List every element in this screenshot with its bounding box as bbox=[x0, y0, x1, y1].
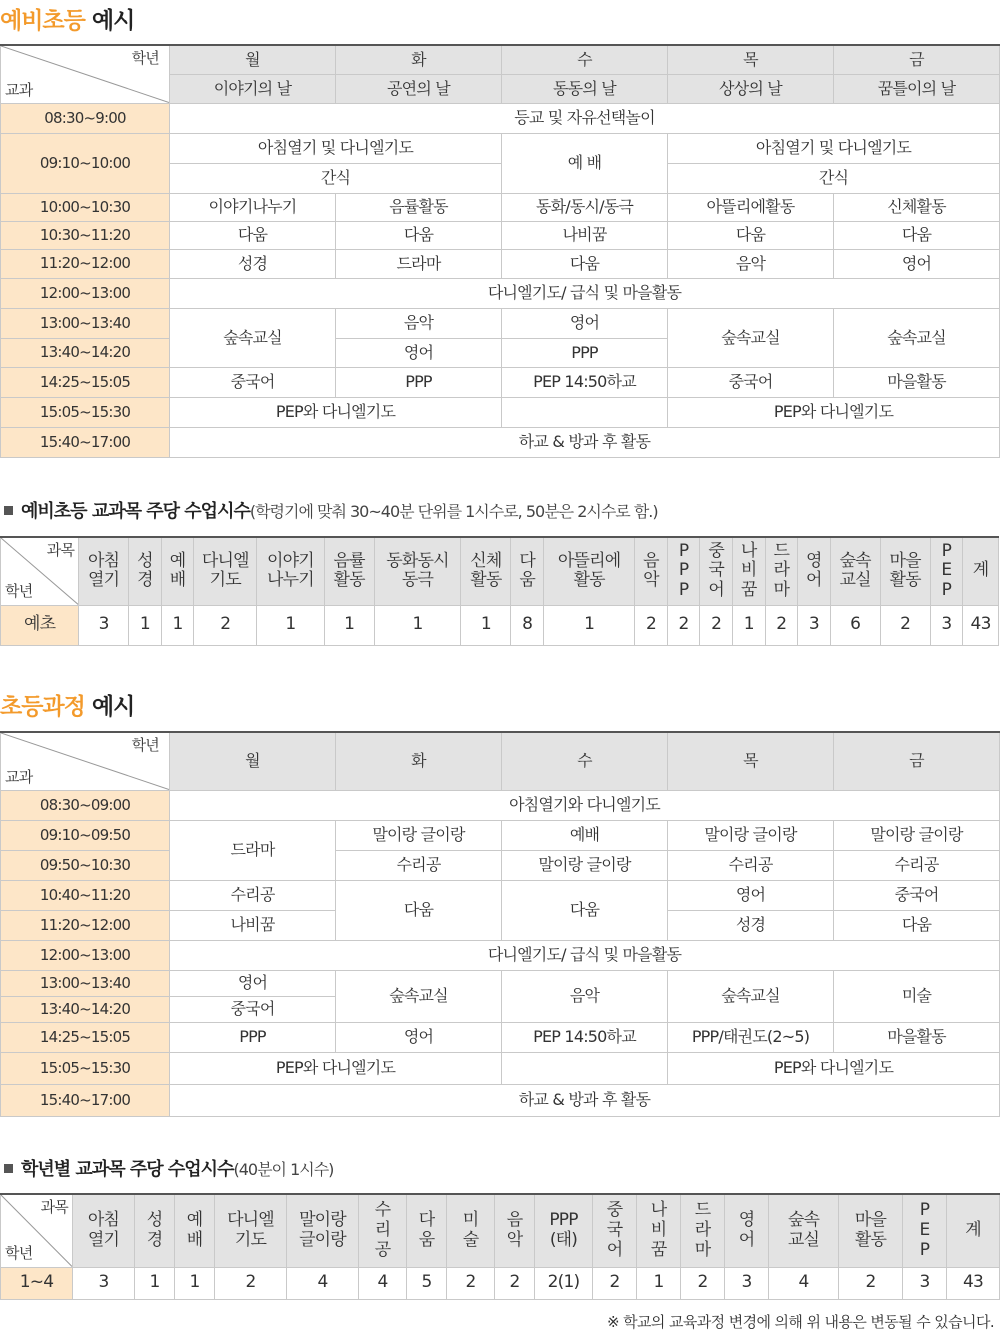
schedule-cell: 수리공 bbox=[336, 850, 502, 880]
theme-header: 공연의 날 bbox=[336, 74, 502, 103]
preschool-timetable bbox=[0, 44, 1000, 458]
subject-header: 계 bbox=[947, 1194, 1000, 1267]
hours-value: 5 bbox=[407, 1267, 447, 1299]
time-slot: 15:40~17:00 bbox=[1, 1084, 170, 1116]
table-corner bbox=[1, 732, 170, 790]
hours-value: 2 bbox=[765, 605, 798, 645]
hours-value: 4 bbox=[287, 1267, 359, 1299]
schedule-cell: 영어 bbox=[668, 880, 834, 910]
schedule-cell: PEP 14:50하교 bbox=[502, 367, 668, 397]
day-header: 수 bbox=[502, 45, 668, 74]
schedule-cell: 다움 bbox=[834, 910, 1000, 940]
subject-header: 숲속 교실 bbox=[830, 537, 880, 605]
hours-value: 2(1) bbox=[535, 1267, 593, 1299]
subject-header: 영 어 bbox=[798, 537, 831, 605]
subject-header: 신체 활동 bbox=[461, 537, 511, 605]
schedule-cell: 다움 bbox=[336, 221, 502, 249]
subject-header: 성 경 bbox=[129, 537, 162, 605]
section3-title bbox=[0, 688, 134, 721]
subject-header: 성 경 bbox=[135, 1194, 175, 1267]
schedule-cell: 간식 bbox=[668, 163, 1000, 193]
subject-header: 수 리 공 bbox=[359, 1194, 407, 1267]
hours-value: 3 bbox=[930, 605, 963, 645]
section4-title: 학년별 교과목 주당 수업시수 bbox=[21, 1159, 234, 1180]
subject-header: 드 라 마 bbox=[765, 537, 798, 605]
section3-title-rest: 예시 bbox=[91, 694, 135, 720]
schedule-cell: PPP bbox=[170, 1022, 336, 1052]
schedule-cell: 다움 bbox=[336, 880, 502, 940]
section1-title-rest: 예시 bbox=[91, 8, 135, 34]
theme-header: 꿈틀이의 날 bbox=[834, 74, 1000, 103]
section2-title: 예비초등 교과목 주당 수업시수 bbox=[21, 501, 250, 522]
schedule-cell: 성경 bbox=[170, 249, 336, 278]
schedule-cell: 간식 bbox=[170, 163, 502, 193]
subject-header: 다니엘 기도 bbox=[215, 1194, 287, 1267]
preschool-hours-table bbox=[0, 536, 999, 646]
day-header: 목 bbox=[668, 45, 834, 74]
schedule-cell: PEP와 다니엘기도 bbox=[170, 397, 502, 427]
time-slot: 12:00~13:00 bbox=[1, 940, 170, 970]
schedule-cell: 신체활동 bbox=[834, 193, 1000, 221]
time-slot: 13:40~14:20 bbox=[1, 338, 170, 367]
subject-header: 예 배 bbox=[161, 537, 194, 605]
corner-grade-label: 학년 bbox=[5, 1244, 33, 1263]
hours-value: 2 bbox=[495, 1267, 535, 1299]
subject-header: PPP (태) bbox=[535, 1194, 593, 1267]
time-slot: 09:50~10:30 bbox=[1, 850, 170, 880]
subject-header: P P P bbox=[667, 537, 700, 605]
time-slot: 10:40~11:20 bbox=[1, 880, 170, 910]
day-header: 월 bbox=[170, 45, 336, 74]
schedule-cell: 음률활동 bbox=[336, 193, 502, 221]
subject-header: 중 국 어 bbox=[593, 1194, 637, 1267]
grade-label: 1~4 bbox=[1, 1267, 73, 1299]
schedule-cell: 숲속교실 bbox=[336, 970, 502, 1022]
schedule-cell: 중국어 bbox=[834, 880, 1000, 910]
time-slot: 09:10~10:00 bbox=[1, 133, 170, 193]
schedule-cell: 수리공 bbox=[668, 850, 834, 880]
corner-grade-label: 학년 bbox=[131, 736, 159, 754]
schedule-cell: 숲속교실 bbox=[170, 308, 336, 367]
schedule-cell: 예배 bbox=[502, 820, 668, 850]
section1-title-accent: 예비초등 bbox=[0, 8, 85, 34]
time-slot: 13:00~13:40 bbox=[1, 308, 170, 338]
schedule-cell: 영어 bbox=[336, 1022, 502, 1052]
schedule-cell: 중국어 bbox=[668, 367, 834, 397]
schedule-cell: 다움 bbox=[502, 249, 668, 278]
hours-value: 2 bbox=[700, 605, 733, 645]
table-corner bbox=[1, 537, 79, 605]
hours-value: 1 bbox=[257, 605, 324, 645]
hours-value: 8 bbox=[511, 605, 544, 645]
time-slot: 08:30~09:00 bbox=[1, 790, 170, 820]
hours-value: 3 bbox=[79, 605, 129, 645]
schedule-cell: 나비꿈 bbox=[170, 910, 336, 940]
schedule-cell: 말이랑 글이랑 bbox=[834, 820, 1000, 850]
time-slot: 15:05~15:30 bbox=[1, 1052, 170, 1084]
time-slot: 11:20~12:00 bbox=[1, 249, 170, 278]
subject-header: 음 악 bbox=[495, 1194, 535, 1267]
hours-value: 2 bbox=[839, 1267, 903, 1299]
hours-value: 2 bbox=[635, 605, 668, 645]
schedule-cell: 이야기나누기 bbox=[170, 193, 336, 221]
schedule-cell: 영어 bbox=[834, 249, 1000, 278]
schedule-cell: 하교 & 방과 후 활동 bbox=[170, 1084, 1000, 1116]
schedule-cell: 숲속교실 bbox=[834, 308, 1000, 367]
table-corner bbox=[1, 1194, 73, 1267]
subject-header: 이야기 나누기 bbox=[257, 537, 324, 605]
hours-value: 43 bbox=[963, 605, 999, 645]
hours-value: 2 bbox=[880, 605, 930, 645]
schedule-cell: 마을활동 bbox=[834, 367, 1000, 397]
subject-header: 다니엘 기도 bbox=[194, 537, 257, 605]
corner-subject-label: 과목 bbox=[40, 1198, 68, 1216]
schedule-cell: 수리공 bbox=[834, 850, 1000, 880]
day-header: 화 bbox=[336, 45, 502, 74]
subject-header: 마을 활동 bbox=[839, 1194, 903, 1267]
corner-subject-label: 교과 bbox=[5, 768, 33, 786]
hours-value: 1 bbox=[374, 605, 461, 645]
schedule-cell: 말이랑 글이랑 bbox=[668, 820, 834, 850]
subject-header: 숲속 교실 bbox=[769, 1194, 839, 1267]
subject-header: 아뜰리에 활동 bbox=[543, 537, 634, 605]
hours-value: 1 bbox=[135, 1267, 175, 1299]
subject-header: P E P bbox=[930, 537, 963, 605]
subject-header: 나 비 꿈 bbox=[637, 1194, 681, 1267]
subject-header: P E P bbox=[903, 1194, 947, 1267]
day-header: 금 bbox=[834, 45, 1000, 74]
day-header: 목 bbox=[668, 732, 834, 790]
theme-header: 이야기의 날 bbox=[170, 74, 336, 103]
schedule-cell: 아침열기와 다니엘기도 bbox=[170, 790, 1000, 820]
time-slot: 13:00~13:40 bbox=[1, 970, 170, 996]
schedule-cell-empty bbox=[502, 1052, 668, 1084]
schedule-cell: 숲속교실 bbox=[668, 970, 834, 1022]
subject-header: 미 술 bbox=[447, 1194, 495, 1267]
schedule-cell: 다니엘기도/ 급식 및 마을활동 bbox=[170, 278, 1000, 308]
schedule-cell: 수리공 bbox=[170, 880, 336, 910]
table-corner bbox=[1, 45, 170, 103]
time-slot: 15:05~15:30 bbox=[1, 397, 170, 427]
hours-value: 1 bbox=[129, 605, 162, 645]
hours-value: 3 bbox=[725, 1267, 769, 1299]
subject-header: 중 국 어 bbox=[700, 537, 733, 605]
schedule-cell: 등교 및 자유선택놀이 bbox=[170, 103, 1000, 133]
schedule-cell: 음악 bbox=[502, 970, 668, 1022]
subject-header: 드 라 마 bbox=[681, 1194, 725, 1267]
time-slot: 11:20~12:00 bbox=[1, 910, 170, 940]
time-slot: 15:40~17:00 bbox=[1, 427, 170, 457]
subject-header: 동화동시 동극 bbox=[374, 537, 461, 605]
schedule-cell: 음악 bbox=[336, 308, 502, 338]
schedule-cell: PEP와 다니엘기도 bbox=[668, 397, 1000, 427]
schedule-cell: 드라마 bbox=[170, 820, 336, 880]
section2-subtitle: (학령기에 맞춰 30~40분 단위를 1시수로, 50분은 2시수로 함.) bbox=[249, 502, 658, 521]
elementary-hours-table bbox=[0, 1193, 1000, 1300]
schedule-cell: 나비꿈 bbox=[502, 221, 668, 249]
hours-value: 1 bbox=[637, 1267, 681, 1299]
schedule-cell: 드라마 bbox=[336, 249, 502, 278]
theme-header: 동동의 날 bbox=[502, 74, 668, 103]
hours-value: 6 bbox=[830, 605, 880, 645]
day-header: 수 bbox=[502, 732, 668, 790]
schedule-cell: 마을활동 bbox=[834, 1022, 1000, 1052]
time-slot: 13:40~14:20 bbox=[1, 996, 170, 1022]
schedule-cell: 예 배 bbox=[502, 133, 668, 193]
schedule-cell: 다움 bbox=[834, 221, 1000, 249]
schedule-cell: PEP와 다니엘기도 bbox=[668, 1052, 1000, 1084]
corner-subject-label: 과목 bbox=[46, 541, 75, 559]
subject-header: 아침 열기 bbox=[73, 1194, 135, 1267]
hours-value: 43 bbox=[947, 1267, 1000, 1299]
footnote: ※ 학교의 교육과정 변경에 의해 위 내용은 변동될 수 있습니다. bbox=[606, 1313, 994, 1331]
schedule-cell: PPP/태권도(2~5) bbox=[668, 1022, 834, 1052]
hours-value: 1 bbox=[324, 605, 374, 645]
schedule-cell: 성경 bbox=[668, 910, 834, 940]
schedule-cell: 중국어 bbox=[170, 367, 336, 397]
schedule-cell: PPP bbox=[336, 367, 502, 397]
hours-value: 1 bbox=[732, 605, 765, 645]
hours-value: 3 bbox=[798, 605, 831, 645]
subject-header: 계 bbox=[963, 537, 999, 605]
section4-heading bbox=[4, 1155, 333, 1181]
schedule-cell: 아뜰리에활동 bbox=[668, 193, 834, 221]
schedule-cell: 영어 bbox=[170, 970, 336, 996]
schedule-cell: 다움 bbox=[502, 880, 668, 940]
section3-title-accent: 초등과정 bbox=[0, 694, 85, 720]
subject-header: 예 배 bbox=[175, 1194, 215, 1267]
hours-value: 2 bbox=[667, 605, 700, 645]
schedule-cell: 아침열기 및 다니엘기도 bbox=[170, 133, 502, 163]
schedule-cell: 하교 & 방과 후 활동 bbox=[170, 427, 1000, 457]
day-header: 금 bbox=[834, 732, 1000, 790]
schedule-cell: 다움 bbox=[668, 221, 834, 249]
day-header: 월 bbox=[170, 732, 336, 790]
hours-value: 2 bbox=[593, 1267, 637, 1299]
corner-grade-label: 학년 bbox=[5, 582, 33, 601]
schedule-cell: 영어 bbox=[502, 308, 668, 338]
schedule-cell: 중국어 bbox=[170, 996, 336, 1022]
schedule-cell: 다니엘기도/ 급식 및 마을활동 bbox=[170, 940, 1000, 970]
schedule-cell: 아침열기 및 다니엘기도 bbox=[668, 133, 1000, 163]
schedule-cell: 미술 bbox=[834, 970, 1000, 1022]
schedule-cell-empty bbox=[502, 397, 668, 427]
grade-label: 예초 bbox=[1, 605, 79, 645]
subject-header: 음률 활동 bbox=[324, 537, 374, 605]
time-slot: 12:00~13:00 bbox=[1, 278, 170, 308]
hours-value: 2 bbox=[681, 1267, 725, 1299]
time-slot: 14:25~15:05 bbox=[1, 1022, 170, 1052]
corner-grade-label: 학년 bbox=[131, 49, 159, 67]
schedule-cell: 영어 bbox=[336, 338, 502, 367]
day-header: 화 bbox=[336, 732, 502, 790]
theme-header: 상상의 날 bbox=[668, 74, 834, 103]
schedule-cell: PPP bbox=[502, 338, 668, 367]
schedule-cell: 음악 bbox=[668, 249, 834, 278]
schedule-cell: PEP와 다니엘기도 bbox=[170, 1052, 502, 1084]
hours-value: 1 bbox=[175, 1267, 215, 1299]
time-slot: 09:10~09:50 bbox=[1, 820, 170, 850]
subject-header: 나 비 꿈 bbox=[732, 537, 765, 605]
schedule-cell: PEP 14:50하교 bbox=[502, 1022, 668, 1052]
square-bullet-icon bbox=[4, 1164, 13, 1173]
schedule-cell: 다움 bbox=[170, 221, 336, 249]
subject-header: 다 움 bbox=[407, 1194, 447, 1267]
square-bullet-icon bbox=[4, 506, 13, 515]
subject-header: 마을 활동 bbox=[880, 537, 930, 605]
hours-value: 1 bbox=[543, 605, 634, 645]
subject-header: 영 어 bbox=[725, 1194, 769, 1267]
schedule-cell: 숲속교실 bbox=[668, 308, 834, 367]
hours-value: 4 bbox=[769, 1267, 839, 1299]
elementary-timetable bbox=[0, 731, 1000, 1117]
subject-header: 아침 열기 bbox=[79, 537, 129, 605]
hours-value: 3 bbox=[73, 1267, 135, 1299]
subject-header: 다 움 bbox=[511, 537, 544, 605]
section1-title bbox=[0, 2, 134, 35]
hours-value: 2 bbox=[215, 1267, 287, 1299]
hours-value: 1 bbox=[161, 605, 194, 645]
hours-value: 3 bbox=[903, 1267, 947, 1299]
time-slot: 08:30~9:00 bbox=[1, 103, 170, 133]
time-slot: 14:25~15:05 bbox=[1, 367, 170, 397]
section4-subtitle: (40분이 1시수) bbox=[233, 1160, 334, 1179]
schedule-cell: 말이랑 글이랑 bbox=[502, 850, 668, 880]
subject-header: 음 악 bbox=[635, 537, 668, 605]
corner-subject-label: 교과 bbox=[5, 81, 33, 99]
hours-value: 2 bbox=[447, 1267, 495, 1299]
hours-value: 1 bbox=[461, 605, 511, 645]
hours-value: 2 bbox=[194, 605, 257, 645]
schedule-cell: 말이랑 글이랑 bbox=[336, 820, 502, 850]
subject-header: 말이랑 글이랑 bbox=[287, 1194, 359, 1267]
hours-value: 4 bbox=[359, 1267, 407, 1299]
time-slot: 10:30~11:20 bbox=[1, 221, 170, 249]
time-slot: 10:00~10:30 bbox=[1, 193, 170, 221]
section2-heading bbox=[4, 497, 658, 523]
schedule-cell: 동화/동시/동극 bbox=[502, 193, 668, 221]
